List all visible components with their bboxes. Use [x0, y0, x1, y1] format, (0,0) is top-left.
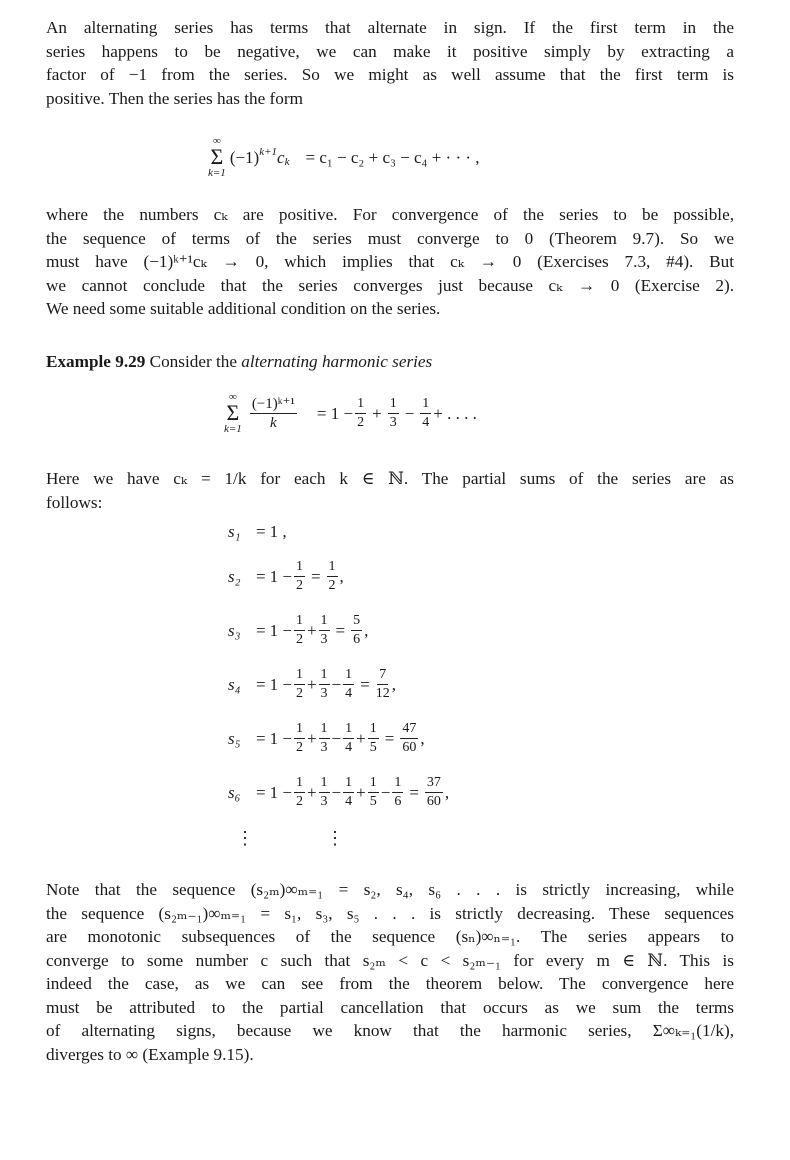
general-term-fraction — [250, 395, 297, 432]
sum-lower-limit: k=1 — [224, 423, 242, 435]
partial-sum-row: s₅ = 1 − $\frac{1}{2}$ + $\frac{1}{3}$ − $\frac{1}{4}$ + $\frac{1}{5}$ = $\frac{47}{60}$ , — [228, 721, 425, 755]
intro-line: positive. Then the series has the form — [46, 88, 303, 108]
paragraph-line: of alternating signs, because we know that the harmonic series, Σ∞ₖ₌₁(1/k), — [46, 1021, 734, 1040]
partial-sum-row: s₃ = 1 − $\frac{1}{2}$ + $\frac{1}{3}$ = $\frac{5}{6}$ , — [228, 613, 369, 647]
paragraph-line: indeed the case, as we can see from the theorem below. The convergence here — [46, 974, 734, 993]
paragraph-line: must be attributed to the partial cancellation that occurs as we sum the terms — [46, 997, 734, 1017]
lhs-base: (−1) — [229, 147, 260, 167]
partial-sums-intro — [46, 467, 734, 514]
result-denominator: 60 — [426, 794, 441, 809]
paragraph-line: follows: — [46, 492, 103, 512]
vdots-left: ⋮ — [236, 828, 254, 848]
result-numerator: 47 — [400, 720, 418, 739]
sum-lower-limit: k=1 — [208, 167, 226, 179]
partial-sum-row: s₆ = 1 − $\frac{1}{2}$ + $\frac{1}{3}$ − $\frac{1}{4}$ + $\frac{1}{5}$ − $\frac{1}{6}$ = $\frac{37}{60}$ , — [228, 775, 450, 809]
intro-paragraph — [46, 16, 734, 110]
lhs-exponent: k+1 — [259, 145, 278, 158]
paragraph-line: we cannot conclude that the series converges just because cₖ → 0 (Exercise 2). — [46, 275, 734, 295]
series-form-equation — [208, 136, 480, 179]
paragraph-line: We need some suitable additional condition on the series. — [46, 299, 441, 318]
partial-sum-label: s₅ — [228, 728, 241, 748]
expansion-end: + . . . . — [433, 403, 477, 423]
result-denominator: 6 — [353, 632, 361, 647]
result-numerator: 5 — [351, 612, 362, 631]
paragraph-line: are monotonic subsequences of the sequence (sₙ)∞ₙ₌₁. The series appears to — [46, 927, 734, 946]
harmonic-series-equation: ∞ Σ k=1 $\frac{\text{(−1)ᵏ⁺¹}}{k}$ = 1 − $\frac{1}{2}$ + $\frac{1}{3}$ − $\frac{1}{4}$ + . . . . — [224, 391, 477, 435]
partial-sum-value: 1 , — [269, 522, 287, 541]
paragraph-line: must have (−1)ᵏ⁺¹cₖ → 0, which implies that cₖ → 0 (Exercises 7.3, #4). But — [46, 252, 734, 271]
expansion-start: = 1 − — [316, 403, 354, 423]
partial-sum-label: s₄ — [228, 674, 241, 694]
result-denominator: 12 — [375, 686, 390, 701]
result-denominator: 60 — [402, 740, 417, 755]
example-emphasis: alternating harmonic series — [241, 352, 433, 371]
paragraph-line: the sequence of terms of the series must converge to 0 (Theorem 9.7). So we — [46, 228, 734, 248]
paragraph-line: Note that the sequence (s₂ₘ)∞ₘ₌₁ = s₂, s₄, s₆ . . . is strictly increasing, while — [46, 880, 734, 899]
sum-upper-limit: ∞ — [228, 391, 237, 403]
partial-sum-row: s₂ = 1 − $\frac{1}{2}$ = $\frac{1}{2}$ , — [228, 559, 344, 593]
convergence-paragraph — [46, 203, 734, 321]
paragraph-line: the sequence (s₂ₘ₋₁)∞ₘ₌₁ = s₁, s₃, s₅ . . . is strictly decreasing. These sequences — [46, 903, 734, 923]
result-denominator: 2 — [328, 578, 336, 593]
intro-line: factor of −1 from the series. So we might as well assume that the first term is — [46, 65, 734, 84]
series-expansion: = c₁ − c₂ + c₃ − c₄ + · · · , — [305, 147, 480, 167]
intro-line: An alternating series has terms that alternate in sign. If the first term in the — [46, 18, 734, 37]
paragraph-line: converge to some number c such that s₂ₘ < c < s₂ₘ₋₁ for every m ∈ ℕ. This is — [46, 950, 734, 970]
sum-upper-limit: ∞ — [212, 135, 221, 147]
lhs-term: c — [277, 147, 285, 167]
partial-sum-label: s₃ — [228, 620, 241, 640]
paragraph-line: where the numbers cₖ are positive. For convergence of the series to be possible, — [46, 205, 734, 224]
intro-line: series happens to be negative, we can make it positive simply by extracting a — [46, 41, 734, 61]
vdots-row — [236, 828, 344, 849]
sigma-icon: Σ — [210, 144, 224, 169]
lhs-subscript: k — [284, 155, 290, 168]
example-text: Consider the — [149, 352, 237, 371]
partial-sum-label: s₂ — [228, 566, 241, 586]
paragraph-line: Here we have cₖ = 1/k for each k ∈ ℕ. The partial sums of the series are as — [46, 469, 734, 488]
fraction-numerator: (−1)ᵏ⁺¹ — [251, 396, 295, 412]
vdots-right: ⋮ — [326, 828, 344, 848]
paragraph-line: diverges to ∞ (Example 9.15). — [46, 1044, 254, 1064]
result-numerator: 7 — [377, 666, 388, 685]
partial-sum-row: s₁ = 1 , — [228, 522, 287, 541]
sigma-icon: Σ — [226, 400, 240, 425]
partial-sum-label: s₆ — [228, 782, 241, 802]
example-heading — [46, 350, 734, 374]
partial-sum-label: s₁ — [228, 522, 241, 541]
monotonic-paragraph — [46, 878, 734, 1066]
summation-symbol — [208, 136, 226, 179]
fraction-denominator: k — [270, 415, 277, 431]
partial-sum-row: s₄ = 1 − $\frac{1}{2}$ + $\frac{1}{3}$ − $\frac{1}{4}$ = $\frac{7}{12}$ , — [228, 667, 396, 701]
summation-symbol — [224, 392, 242, 435]
result-numerator: 37 — [425, 774, 443, 793]
example-label: Example 9.29 — [46, 352, 146, 371]
result-numerator: 1 — [327, 558, 338, 577]
